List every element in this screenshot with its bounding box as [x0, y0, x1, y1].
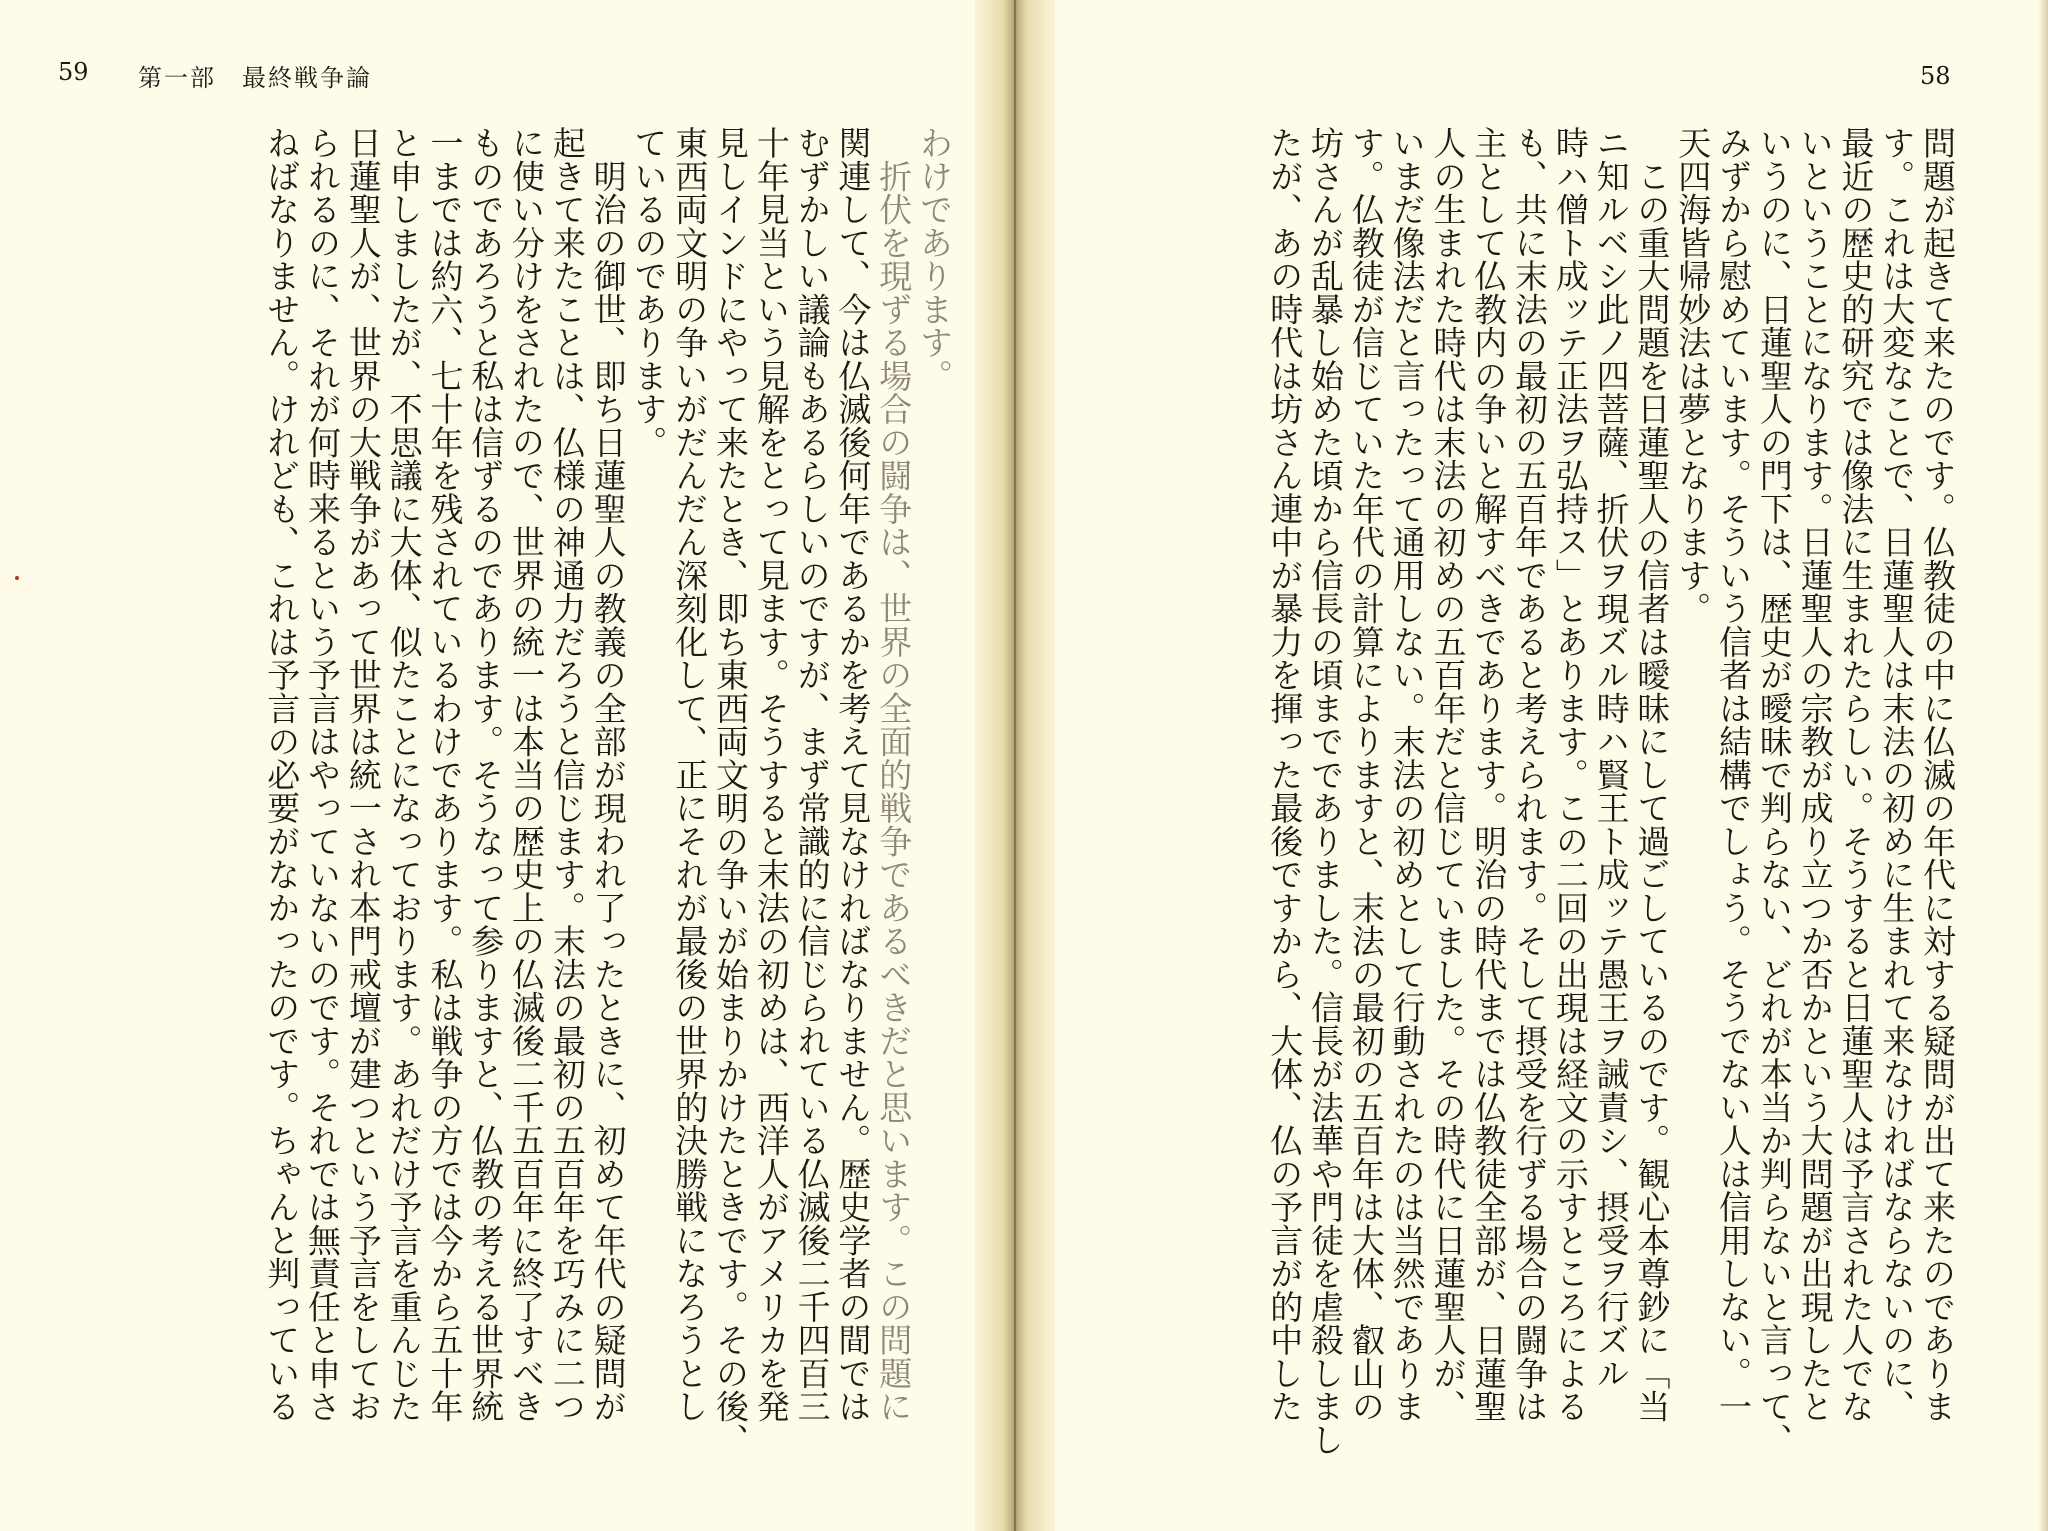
- text-line: 時ハ僧ト成ッテ正法ヲ弘持ス」とあります。この二回の出現は経文の示すところによる: [1550, 126, 1590, 1423]
- text-line: す。仏教徒が信じていた年代の計算によりますと、末法の最初の五百年は大体、叡山の: [1346, 126, 1386, 1423]
- text-line: ものであろうと私は信ずるのであります。そうなって参りますと、仏教の考える世界統: [466, 126, 506, 1423]
- text-line: 東西両文明の争いがだんだん深刻化して、正にそれが最後の世界的決勝戦になろうとし: [670, 126, 710, 1423]
- ink-speck: [15, 576, 19, 580]
- text-line: 主として仏教内の争いと解すべきであります。明治の時代までは仏教徒全部が、日蓮聖: [1469, 126, 1509, 1423]
- left-page-body: [30, 126, 954, 1496]
- right-page-number: 58: [1920, 62, 1951, 90]
- text-line: 起きて来たことは、仏様の神通力だろうと信じます。末法の最初の五百年を巧みに二つ: [547, 126, 587, 1423]
- text-line: ているのであります。: [629, 126, 669, 459]
- text-line: この重大問題を日蓮聖人の信者は曖昧にして過ごしているのです。観心本尊鈔に「当: [1632, 126, 1672, 1423]
- book-gutter: [975, 0, 1055, 1531]
- text-line: と申しましたが、不思議に大体、似たことになっております。あれだけ予言を重んじた: [384, 126, 424, 1423]
- text-line: 人の生まれた時代は末法の初めの五百年だと信じていました。その時代に日蓮聖人が、: [1428, 126, 1468, 1423]
- text-line: 明治の御世、即ち日蓮聖人の教義の全部が現われ了ったときに、初めて年代の疑問が: [588, 126, 628, 1423]
- text-line: 天四海皆帰妙法は夢となります。: [1673, 126, 1713, 625]
- text-line: ねばなりません。けれども、これは予言の必要がなかったのです。ちゃんと判っている: [262, 126, 302, 1423]
- left-page-number: 59: [58, 58, 89, 86]
- text-line: られるのに、それが何時来るという予言はやっていないのです。それでは無責任と申さ: [303, 126, 343, 1423]
- text-line: いうのに、日蓮聖人の門下は、歴史が曖昧で判らない、どれが本当か判らないと言って、: [1754, 126, 1794, 1456]
- text-line: 見しインドにやって来たとき、即ち東西両文明の争いが始まりかけたときです。その後、: [711, 126, 751, 1456]
- text-line: 最近の歴史的研究では像法に生まれたらしい。そうすると日蓮聖人は予言された人でな: [1836, 126, 1876, 1423]
- text-line: 十年見当という見解をとって見ます。そうすると末法の初めは、西洋人がアメリカを発: [751, 126, 791, 1423]
- text-line: 一までは約六、七十年を残されているわけであります。私は戦争の方では今から五十年: [425, 126, 465, 1423]
- text-line: たが、あの時代は坊さん連中が暴力を揮った最後ですから、大体、仏の予言が的中した: [1265, 126, 1305, 1423]
- text-line: も、共に末法の最初の五百年であると考えられます。そして摂受を行ずる場合の闘争は: [1510, 126, 1550, 1423]
- text-line: 坊さんが乱暴し始めた頃から信長の頃まででありました。信長が法華や門徒を虐殺しまし: [1306, 126, 1346, 1456]
- right-page-body: [1057, 126, 1957, 1496]
- text-line: むずかしい議論もあるらしいのですが、まず常識的に信じられている仏滅後二千四百三: [792, 126, 832, 1423]
- text-line: みずから慰めています。そういう信者は結構でしょう。そうでない人は信用しない。一: [1714, 126, 1754, 1423]
- running-title: 第一部 最終戦争論: [138, 64, 372, 92]
- text-line: に使い分けをされたので、世界の統一は本当の歴史上の仏滅後二千五百年に終了すべき: [507, 126, 547, 1423]
- text-line: 折伏を現ずる場合の闘争は、世界の全面的戦争であるべきだと思います。この問題に: [874, 126, 914, 1423]
- text-line: 関連して、今は仏滅後何年であるかを考えて見なければなりません。歴史学者の間では: [833, 126, 873, 1423]
- text-line: ニ知ルベシ此ノ四菩薩、折伏ヲ現ズル時ハ賢王ト成ッテ愚王ヲ誡責シ、摂受ヲ行ズル: [1591, 126, 1631, 1390]
- text-line: わけであります。: [915, 126, 954, 392]
- text-line: す。これは大変なことで、日蓮聖人は末法の初めに生まれて来なければならないのに、: [1877, 126, 1917, 1423]
- text-line: いまだ像法だと言ったって通用しない。末法の初めとして行動されたのは当然でありま: [1387, 126, 1427, 1423]
- text-line: いということになります。日蓮聖人の宗教が成り立つか否かという大問題が出現したと: [1795, 126, 1835, 1423]
- text-line: 問題が起きて来たのです。仏教徒の中に仏滅の年代に対する疑問が出て来たのでありま: [1918, 126, 1957, 1423]
- text-line: 日蓮聖人が、世界の大戦争があって世界は統一され本門戒壇が建つという予言をしてお: [343, 126, 383, 1423]
- page-edge: [2038, 0, 2048, 1531]
